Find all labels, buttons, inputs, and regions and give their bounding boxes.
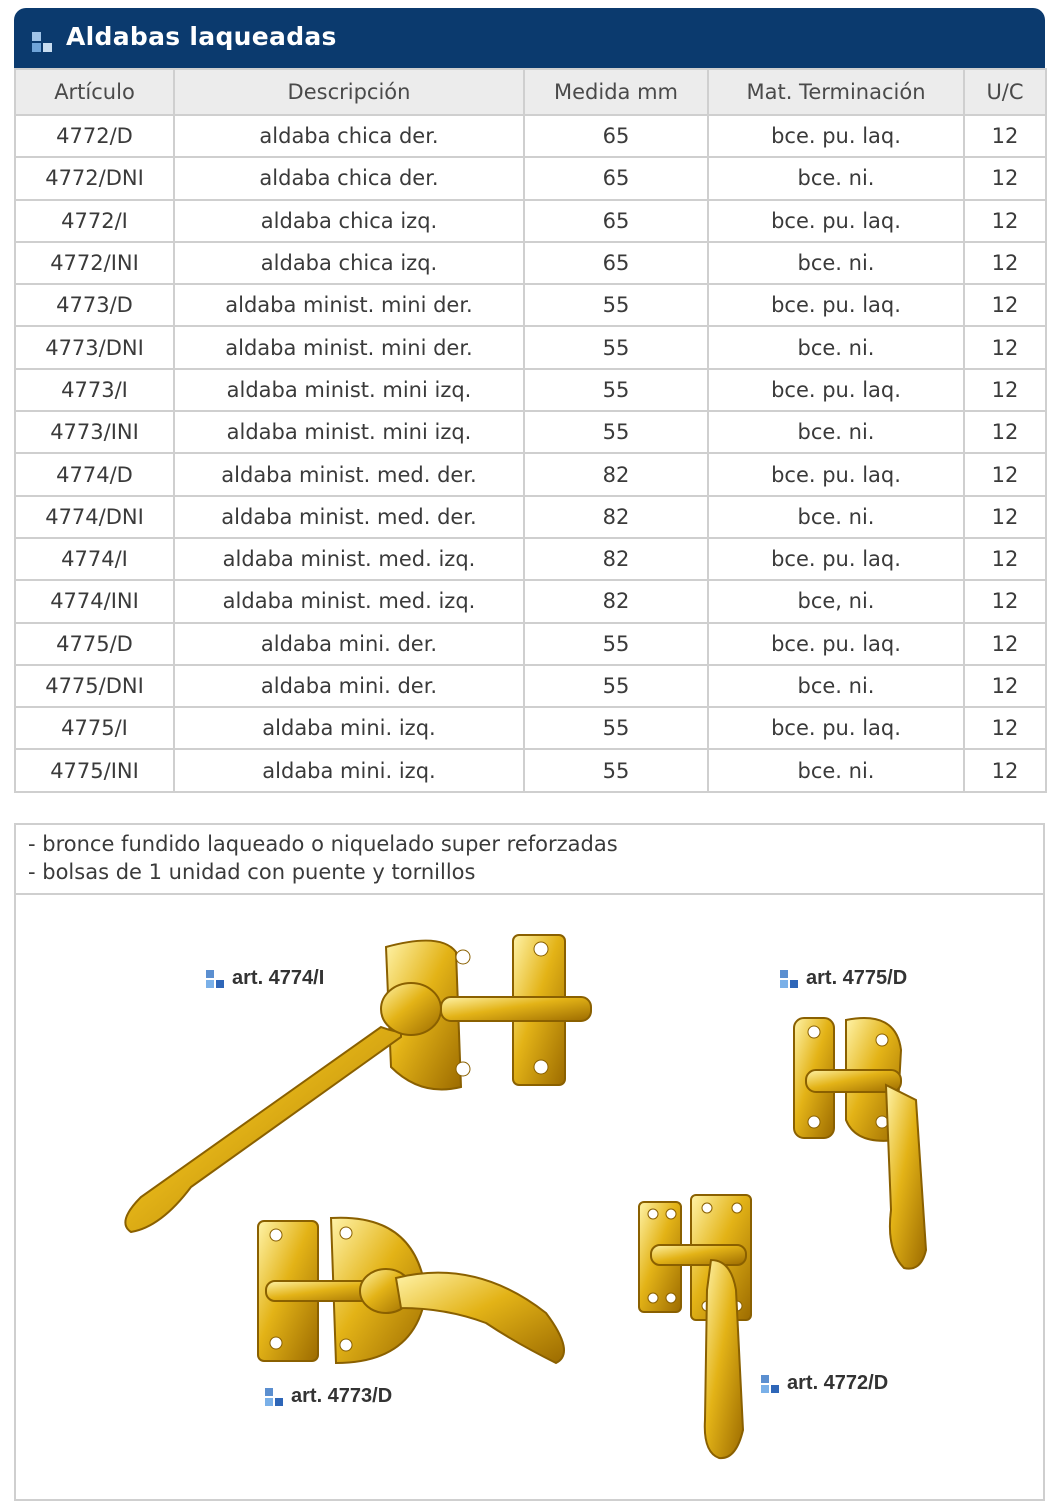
cell-articulo: 4772/INI: [15, 242, 174, 284]
table-row: [15, 115, 1046, 157]
cell-descripcion: aldaba minist. med. der.: [174, 496, 524, 538]
cell-medida: 65: [524, 242, 708, 284]
table-row: [15, 665, 1046, 707]
cell-medida: 82: [524, 580, 708, 622]
cell-material: bce. pu. laq.: [708, 707, 964, 749]
cell-uc: 12: [964, 115, 1046, 157]
cell-material: bce. ni.: [708, 496, 964, 538]
cell-medida: 65: [524, 157, 708, 199]
cell-uc: 12: [964, 157, 1046, 199]
table-row: [15, 749, 1046, 791]
cell-uc: 12: [964, 538, 1046, 580]
cell-medida: 82: [524, 453, 708, 495]
photo-label-4773-d: art. 4773/D: [265, 1385, 366, 1408]
cell-articulo: 4773/INI: [15, 411, 174, 453]
product-table: [14, 68, 1047, 793]
cell-uc: 12: [964, 369, 1046, 411]
cell-uc: 12: [964, 326, 1046, 368]
table-row: [15, 707, 1046, 749]
cell-descripcion: aldaba minist. mini der.: [174, 284, 524, 326]
cell-descripcion: aldaba minist. med. der.: [174, 453, 524, 495]
cell-uc: 12: [964, 623, 1046, 665]
column-header-material: Mat. Terminación: [708, 69, 964, 115]
cell-medida: 55: [524, 623, 708, 665]
table-row: [15, 284, 1046, 326]
photo-label-4774-i: art. 4774/I: [206, 967, 298, 990]
blue-squares-icon: [32, 32, 54, 54]
cell-articulo: 4775/DNI: [15, 665, 174, 707]
blue-squares-icon: [780, 970, 800, 990]
cell-uc: 12: [964, 580, 1046, 622]
cell-medida: 55: [524, 665, 708, 707]
cell-articulo: 4775/D: [15, 623, 174, 665]
cell-medida: 55: [524, 411, 708, 453]
cell-descripcion: aldaba minist. med. izq.: [174, 538, 524, 580]
photo-label-4772-d: art. 4772/D: [761, 1372, 862, 1395]
cell-articulo: 4774/INI: [15, 580, 174, 622]
cell-medida: 55: [524, 326, 708, 368]
table-row: [15, 411, 1046, 453]
cell-material: bce. pu. laq.: [708, 284, 964, 326]
latch-4772-d-image: [631, 1190, 771, 1470]
cell-uc: 12: [964, 665, 1046, 707]
cell-descripcion: aldaba minist. mini izq.: [174, 411, 524, 453]
cell-material: bce. pu. laq.: [708, 538, 964, 580]
cell-articulo: 4772/I: [15, 200, 174, 242]
cell-material: bce. ni.: [708, 411, 964, 453]
cell-uc: 12: [964, 453, 1046, 495]
column-header-medida: Medida mm: [524, 69, 708, 115]
cell-descripcion: aldaba minist. mini der.: [174, 326, 524, 368]
table-row: [15, 200, 1046, 242]
cell-medida: 82: [524, 538, 708, 580]
column-header-descripcion: Descripción: [174, 69, 524, 115]
cell-articulo: 4774/I: [15, 538, 174, 580]
table-row: [15, 369, 1046, 411]
cell-uc: 12: [964, 707, 1046, 749]
cell-medida: 55: [524, 749, 708, 791]
cell-medida: 82: [524, 496, 708, 538]
table-row: [15, 242, 1046, 284]
cell-descripcion: aldaba chica izq.: [174, 242, 524, 284]
cell-articulo: 4774/D: [15, 453, 174, 495]
cell-uc: 12: [964, 496, 1046, 538]
blue-squares-icon: [761, 1375, 781, 1395]
table-row: [15, 623, 1046, 665]
cell-descripcion: aldaba chica der.: [174, 115, 524, 157]
product-photos: [14, 893, 1045, 1501]
cell-articulo: 4772/D: [15, 115, 174, 157]
column-header-uc: U/C: [964, 69, 1046, 115]
section-header: [14, 8, 1045, 68]
cell-articulo: 4775/INI: [15, 749, 174, 791]
cell-descripcion: aldaba mini. izq.: [174, 707, 524, 749]
cell-descripcion: aldaba mini. izq.: [174, 749, 524, 791]
cell-material: bce. ni.: [708, 326, 964, 368]
table-row: [15, 326, 1046, 368]
table-row: [15, 157, 1046, 199]
table-row: [15, 538, 1046, 580]
page-title: Aldabas laqueadas: [66, 22, 337, 51]
table-header-row: [15, 69, 1046, 115]
latch-4773-d-image: [246, 1213, 586, 1373]
cell-descripcion: aldaba chica der.: [174, 157, 524, 199]
cell-articulo: 4773/DNI: [15, 326, 174, 368]
blue-squares-icon: [206, 970, 226, 990]
cell-material: bce. ni.: [708, 749, 964, 791]
cell-medida: 65: [524, 200, 708, 242]
cell-descripcion: aldaba minist. mini izq.: [174, 369, 524, 411]
cell-uc: 12: [964, 284, 1046, 326]
table-row: [15, 453, 1046, 495]
cell-medida: 55: [524, 707, 708, 749]
cell-medida: 65: [524, 115, 708, 157]
note-line: - bronce fundido laqueado o niquelado super reforzadas: [28, 832, 618, 856]
cell-uc: 12: [964, 200, 1046, 242]
cell-articulo: 4775/I: [15, 707, 174, 749]
table-row: [15, 496, 1046, 538]
cell-material: bce. ni.: [708, 665, 964, 707]
cell-medida: 55: [524, 284, 708, 326]
cell-material: bce. pu. laq.: [708, 115, 964, 157]
notes-box: [14, 823, 1045, 895]
cell-material: bce. ni.: [708, 157, 964, 199]
latch-4774-i-image: [101, 927, 601, 1237]
cell-articulo: 4772/DNI: [15, 157, 174, 199]
cell-uc: 12: [964, 411, 1046, 453]
cell-articulo: 4773/I: [15, 369, 174, 411]
note-line: - bolsas de 1 unidad con puente y tornillos: [28, 860, 476, 884]
cell-material: bce. pu. laq.: [708, 200, 964, 242]
cell-material: bce. pu. laq.: [708, 453, 964, 495]
blue-squares-icon: [265, 1388, 285, 1408]
cell-medida: 55: [524, 369, 708, 411]
table-row: [15, 580, 1046, 622]
cell-articulo: 4773/D: [15, 284, 174, 326]
cell-material: bce. pu. laq.: [708, 623, 964, 665]
cell-material: bce. pu. laq.: [708, 369, 964, 411]
cell-material: bce. ni.: [708, 242, 964, 284]
cell-uc: 12: [964, 242, 1046, 284]
cell-descripcion: aldaba chica izq.: [174, 200, 524, 242]
cell-descripcion: aldaba minist. med. izq.: [174, 580, 524, 622]
photo-label-4775-d: art. 4775/D: [780, 967, 881, 990]
cell-material: bce, ni.: [708, 580, 964, 622]
cell-articulo: 4774/DNI: [15, 496, 174, 538]
cell-uc: 12: [964, 749, 1046, 791]
latch-4775-d-image: [786, 1010, 936, 1280]
cell-descripcion: aldaba mini. der.: [174, 623, 524, 665]
cell-descripcion: aldaba mini. der.: [174, 665, 524, 707]
column-header-articulo: Artículo: [15, 69, 174, 115]
